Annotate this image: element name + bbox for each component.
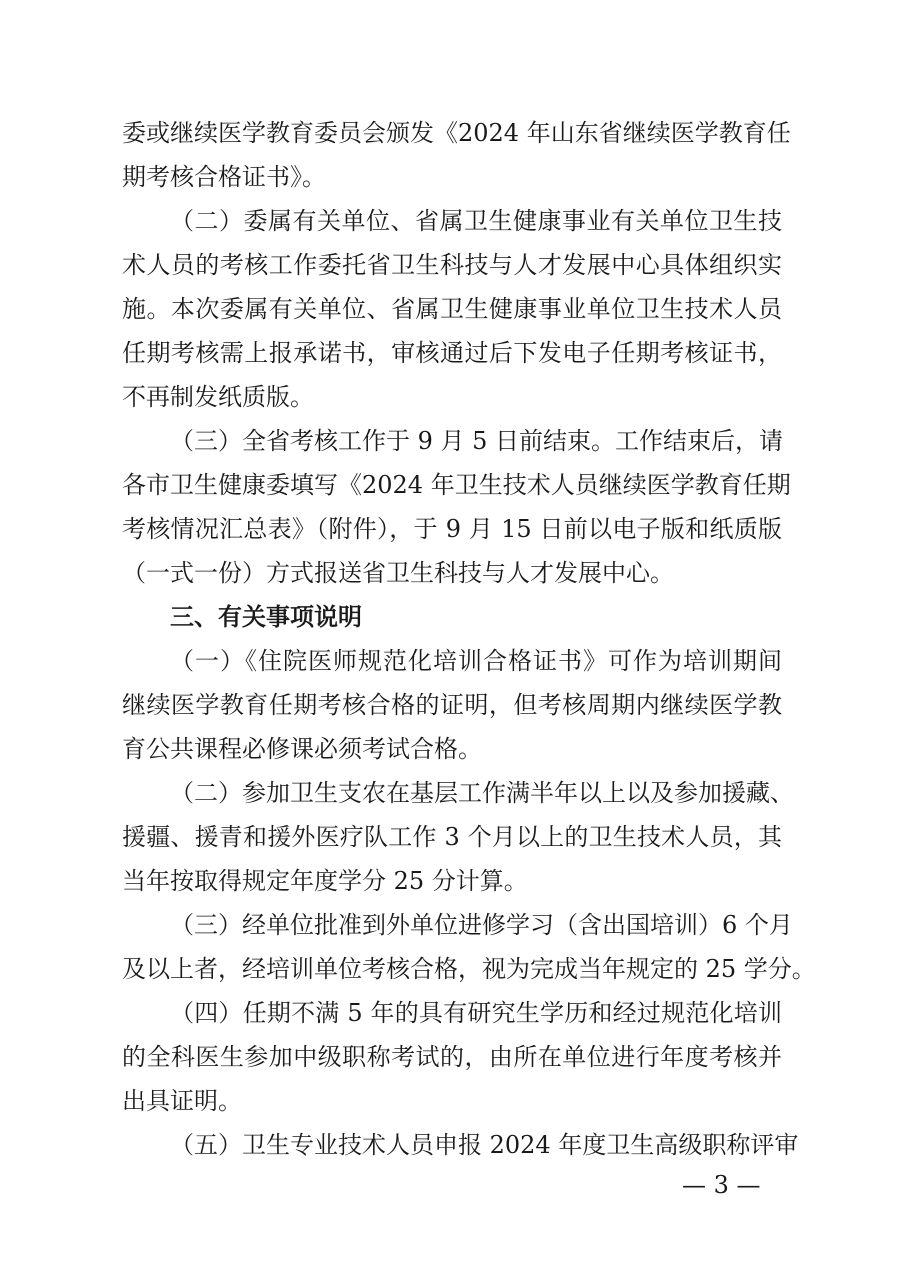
text-line: 援疆、援青和援外医疗队工作 3 个月以上的卫生技术人员，其 <box>122 823 782 851</box>
text-line: 期考核合格证书》。 <box>122 163 326 191</box>
page-number: — 3 — <box>682 1171 761 1199</box>
text-line: 各市卫生健康委填写《2024 年卫生技术人员继续医学教育任期 <box>122 471 791 499</box>
text-line: 及以上者，经培训单位考核合格，视为完成当年规定的 25 学分。 <box>122 955 816 983</box>
text-line: 的全科医生参加中级职称考试的，由所在单位进行年度考核并 <box>122 1043 782 1071</box>
text-line: 继续医学教育任期考核合格的证明，但考核周期内继续医学教 <box>122 691 782 719</box>
text-line: 考核情况汇总表》（附件），于 9 月 15 日前以电子版和纸质版 <box>122 515 782 543</box>
paragraph-start-line: （三）经单位批准到外单位进修学习（含出国培训）6 个月 <box>170 911 793 939</box>
text-line: 任期考核需上报承诺书，审核通过后下发电子任期考核证书， <box>122 339 782 367</box>
section-heading: 三、有关事项说明 <box>170 603 362 631</box>
paragraph-start-line: （三）全省考核工作于 9 月 5 日前结束。工作结束后，请 <box>170 427 784 455</box>
text-line: 育公共课程必修课必须考试合格。 <box>122 735 482 763</box>
paragraph-start-line: （二）参加卫生支农在基层工作满半年以上以及参加援藏、 <box>170 779 794 807</box>
text-line: 出具证明。 <box>122 1087 242 1115</box>
paragraph-start-line: （二）委属有关单位、省属卫生健康事业有关单位卫生技 <box>170 207 782 235</box>
text-line: 不再制发纸质版。 <box>122 383 314 411</box>
text-line: 术人员的考核工作委托省卫生科技与人才发展中心具体组织实 <box>122 251 782 279</box>
paragraph-start-line: （四）任期不满 5 年的具有研究生学历和经过规范化培训 <box>170 999 782 1027</box>
paragraph-start-line: （一）《住院医师规范化培训合格证书》可作为培训期间 <box>170 647 782 675</box>
text-line: 委或继续医学教育委员会颁发《2024 年山东省继续医学教育任 <box>122 119 791 147</box>
text-line: （一式一份）方式报送省卫生科技与人才发展中心。 <box>122 559 674 587</box>
paragraph-start-line: （五）卫生专业技术人员申报 2024 年度卫生高级职称评审 <box>170 1131 799 1159</box>
text-line: 当年按取得规定年度学分 25 分计算。 <box>122 867 528 895</box>
text-line: 施。本次委属有关单位、省属卫生健康事业单位卫生技术人员 <box>122 295 782 323</box>
